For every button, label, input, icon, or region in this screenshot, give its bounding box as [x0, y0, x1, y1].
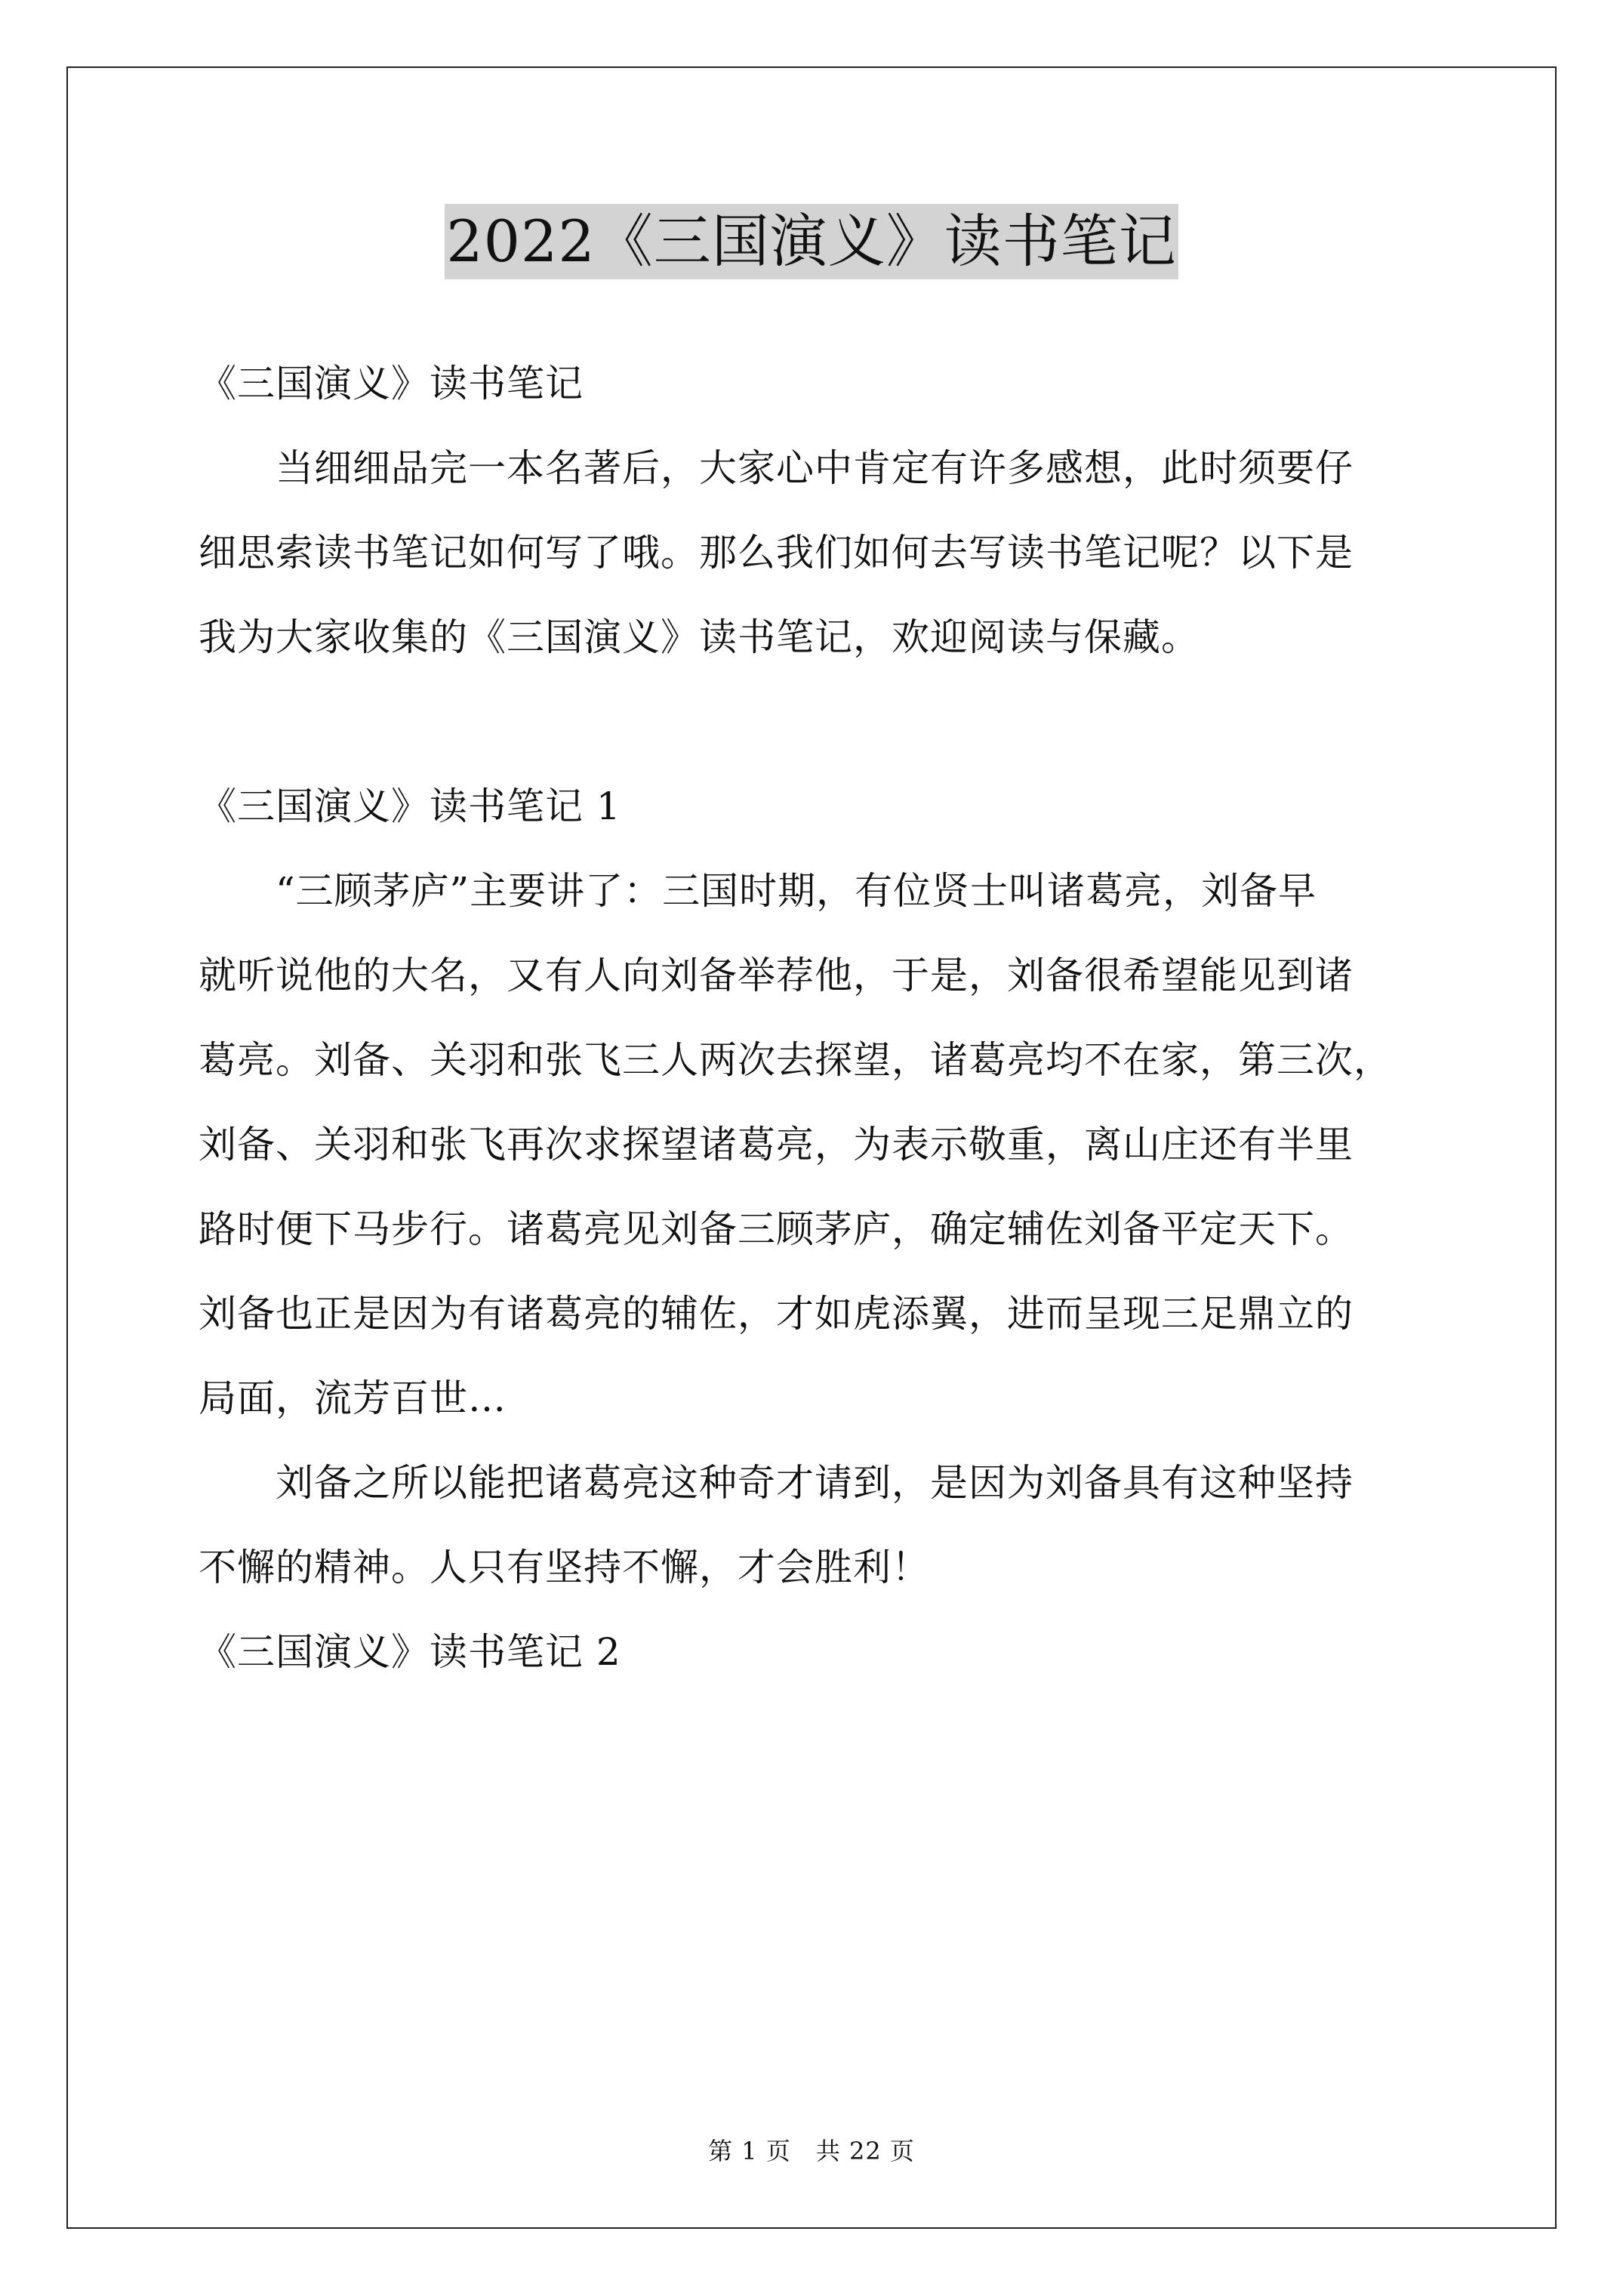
document-title: 2022《三国演义》读书笔记 — [445, 204, 1178, 279]
body-line: 葛亮。刘备、关羽和张飞三人两次去探望，诸葛亮均不在家，第三次， — [199, 1038, 1392, 1082]
body-line: 当细细品完一本名著后，大家心中肯定有许多感想，此时须要仔 — [199, 446, 1354, 490]
page-footer: 第 1 页 共 22 页 — [708, 2137, 915, 2165]
body-line: 刘备也正是因为有诸葛亮的辅佐，才如虎添翼，进而呈现三足鼎立的 — [199, 1292, 1354, 1336]
body-line: 我为大家收集的《三国演义》读书笔记，欢迎阅读与保藏。 — [199, 615, 1200, 659]
section-heading: 《三国演义》读书笔记 1 — [199, 784, 621, 828]
body-line: 局面，流芳百世… — [199, 1376, 507, 1420]
section-heading: 《三国演义》读书笔记 — [199, 362, 584, 405]
document-body — [199, 341, 1437, 1694]
body-line: 细思索读书笔记如何写了哦。那么我们如何去写读书笔记呢？以下是 — [199, 531, 1354, 575]
blank-line — [199, 680, 1437, 764]
body-line: “三顾茅庐”主要讲了：三国时期，有位贤士叫诸葛亮，刘备早 — [199, 869, 1317, 913]
section-heading: 《三国演义》读书笔记 2 — [199, 1630, 621, 1674]
title-container — [0, 204, 1623, 279]
body-line: 就听说他的大名，又有人向刘备举荐他，于是，刘备很希望能见到诸 — [199, 954, 1354, 997]
body-line: 不懈的精神。人只有坚持不懈，才会胜利！ — [199, 1546, 930, 1589]
body-line: 刘备之所以能把诸葛亮这种奇才请到，是因为刘备具有这种坚持 — [199, 1461, 1354, 1505]
body-line: 路时便下马步行。诸葛亮见刘备三顾茅庐，确定辅佐刘备平定天下。 — [199, 1207, 1354, 1251]
body-line: 刘备、关羽和张飞再次求探望诸葛亮，为表示敬重，离山庄还有半里 — [199, 1123, 1354, 1166]
